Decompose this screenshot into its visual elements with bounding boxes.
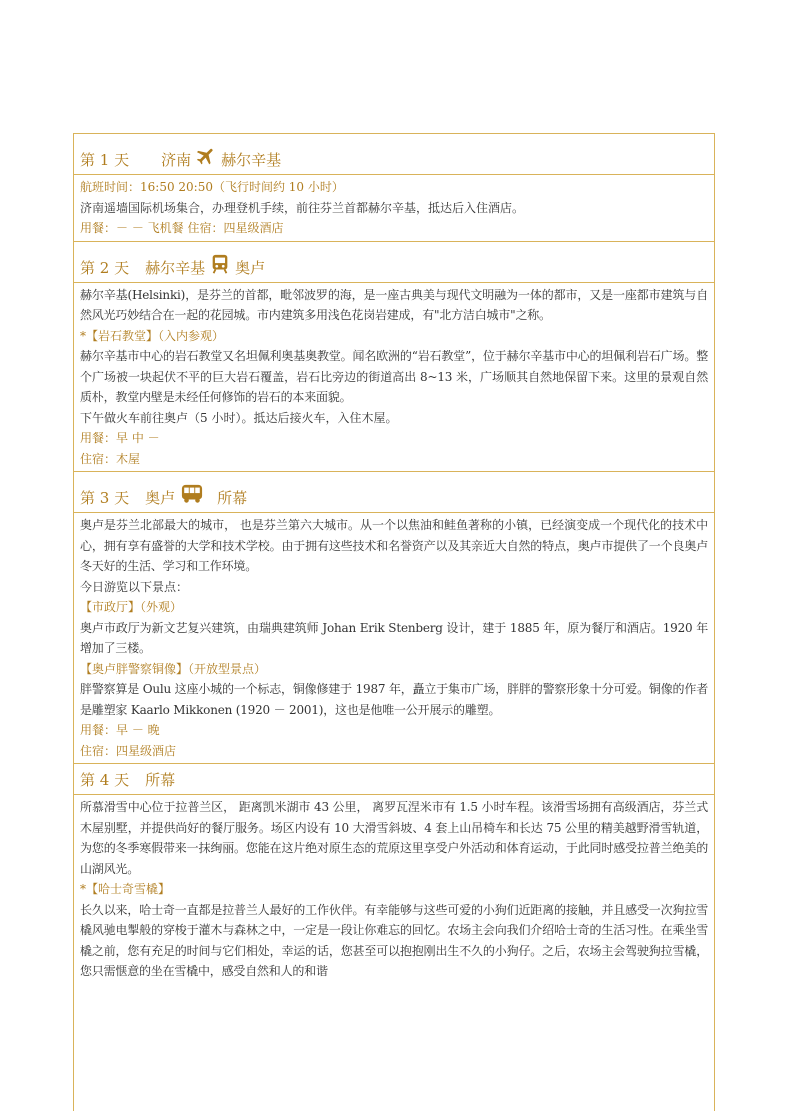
day-3-to: 所幕 — [217, 489, 248, 507]
day-2-header — [74, 241, 714, 283]
day-2-hotel: 住宿：木屋 — [80, 451, 141, 466]
day-1-from: 济南 — [161, 151, 192, 169]
day-2-label: 第 2 天 — [80, 258, 130, 277]
day-2-body — [74, 283, 714, 472]
day-2-to: 奥卢 — [235, 258, 266, 277]
day-4-sight-name: 哈士奇雪橇 — [98, 882, 159, 896]
day-3-meals: 用餐：早 － 晚 — [80, 723, 160, 737]
day-1-text: 济南遥墙国际机场集合，办理登机手续，前往芬兰首都赫尔辛基，抵达后入住酒店。 — [80, 200, 525, 215]
airplane-icon — [195, 145, 217, 167]
day-4-label: 第 4 天 — [80, 771, 130, 789]
day-1-header — [74, 133, 714, 175]
day-2-afternoon: 下午做火车前往奥卢（5 小时）。抵达后接火车，入住木屋。 — [80, 410, 398, 425]
day-1-to: 赫尔辛基 — [221, 151, 282, 169]
day-2-from: 赫尔辛基 — [145, 258, 206, 277]
day-4-body — [74, 795, 714, 984]
day-4-intro: 所慕滑雪中心位于拉普兰区， 距离凯米湖市 43 公里， 离罗瓦涅米市有 1.5 小时车程。该滑雪场拥有高级酒店，芬兰式木屋别墅，并提供尚好的餐厅服务。场区内设有 10 大滑雪斜坡、4 套上山吊椅车和长达 75 公里的精美越野滑雪轨道，为您的冬季寒假带来一抹绚丽。您能在这片绝对原生态的荒原这里享受户外活动和体育运动，于此同时感受拉普兰绝美的山湖风光。 — [80, 800, 708, 876]
day-3-header — [74, 471, 714, 513]
day-2-intro: 赫尔辛基(Helsinki)，是芬兰的首都，毗邻波罗的海，是一座古典美与现代文明融为一体的都市，又是一座都市建筑与自然风光巧妙结合在一起的花园城。市内建筑多用浅色花岗岩建成，有"北方洁白城市"之称。 — [80, 287, 708, 322]
itinerary-table — [73, 133, 715, 1111]
day-3-intro: 奥卢是芬兰北部最大的城市， 也是芬兰第六大城市。从一个以焦油和鲑鱼著称的小镇，已经演变成一个现代化的技术中心，拥有享有盛誉的大学和技术学校。由于拥有这些技术和名誉资产以及其亲近大自然的特点，奥卢市提供了一个良奥卢冬天好的生活、学习和工作环境。 — [80, 518, 708, 573]
day-3-from: 奥卢 — [145, 489, 176, 507]
day-3-sight-2-name: 【奥卢胖警察铜像】 — [80, 661, 189, 676]
bus-icon — [179, 483, 207, 505]
day-1-meals: 用餐：－ － 飞机餐 住宿：四星级酒店 — [80, 221, 284, 235]
day-3-sight-1-text: 奥卢市政厅为新文艺复兴建筑，由瑞典建筑师 Johan Erik Stenberg 设计，建于 1885 年，原为餐厅和酒店。1920 年增加了三楼。 — [80, 620, 708, 655]
train-icon — [209, 253, 231, 275]
day-3-hotel: 住宿：四星级酒店 — [80, 743, 177, 758]
day-3-sight-2-note: （开放型景点） — [188, 661, 267, 676]
day-3-sight-1-name: 【市政厅】 — [80, 600, 141, 614]
day-2-sight-text: 赫尔辛基市中心的岩石教堂又名坦佩利奥基奥教堂。闻名欧洲的“岩石教堂”，位于赫尔辛基市中心的坦佩利岩石广场。整个广场被一块起伏不平的巨大岩石覆盖，岩石比旁边的街道高出 8~13 米，广场顺其自然地保留下来。这里的景观自然质朴，教堂内壁是未经任何修饰的岩石的本来面貌。 — [80, 349, 708, 404]
day-3-sight-2-title — [80, 659, 708, 680]
day-4-header — [74, 763, 714, 795]
day-3-sight-2-text: 胖警察算是 Oulu 这座小城的一个标志，铜像修建于 1987 年，矗立于集市广场，胖胖的警察形象十分可爱。铜像的作者是雕塑家 Kaarlo Mikkonen (1920 － 2001)，这也是他唯一公开展示的雕塑。 — [80, 682, 708, 717]
day-3-sight-1-note: （外观） — [140, 600, 183, 614]
day-4-sight-title: *【哈士奇雪橇】 — [80, 882, 171, 896]
day-2-sight-title: *【岩石教堂】（入内参观） — [80, 328, 225, 343]
day-1-body — [74, 175, 714, 241]
day-3-sight-1-title — [80, 597, 708, 618]
day-2-sight-name: 岩石教堂 — [98, 328, 147, 343]
day-4-sight-text: 长久以来，哈士奇一直都是拉普兰人最好的工作伙伴。有幸能够与这些可爱的小狗们近距离的接触，并且感受一次狗拉雪橇风驰电掣般的穿梭于灌木与森林之中，一定是一段让你难忘的回忆。农场主会向我们介绍哈士奇的生活习性。在乘坐雪橇之前，您有充足的时间与它们相处，幸运的话，您甚至可以抱抱刚出生不久的小狗仔。之后，农场主会驾驶狗拉雪橇，您只需惬意的坐在雪橇中，感受自然和人的和谐 — [80, 902, 708, 978]
day-3-body — [74, 513, 714, 763]
day-1-flight: 航班时间：16:50 20:50（飞行时间约 10 小时） — [80, 180, 344, 194]
day-3-today: 今日游览以下景点： — [80, 579, 189, 594]
day-4-place: 所幕 — [145, 771, 176, 789]
day-1-label: 第 1 天 — [80, 151, 130, 169]
day-3-label: 第 3 天 — [80, 489, 130, 507]
day-2-meals: 用餐：早 中 － — [80, 431, 160, 445]
